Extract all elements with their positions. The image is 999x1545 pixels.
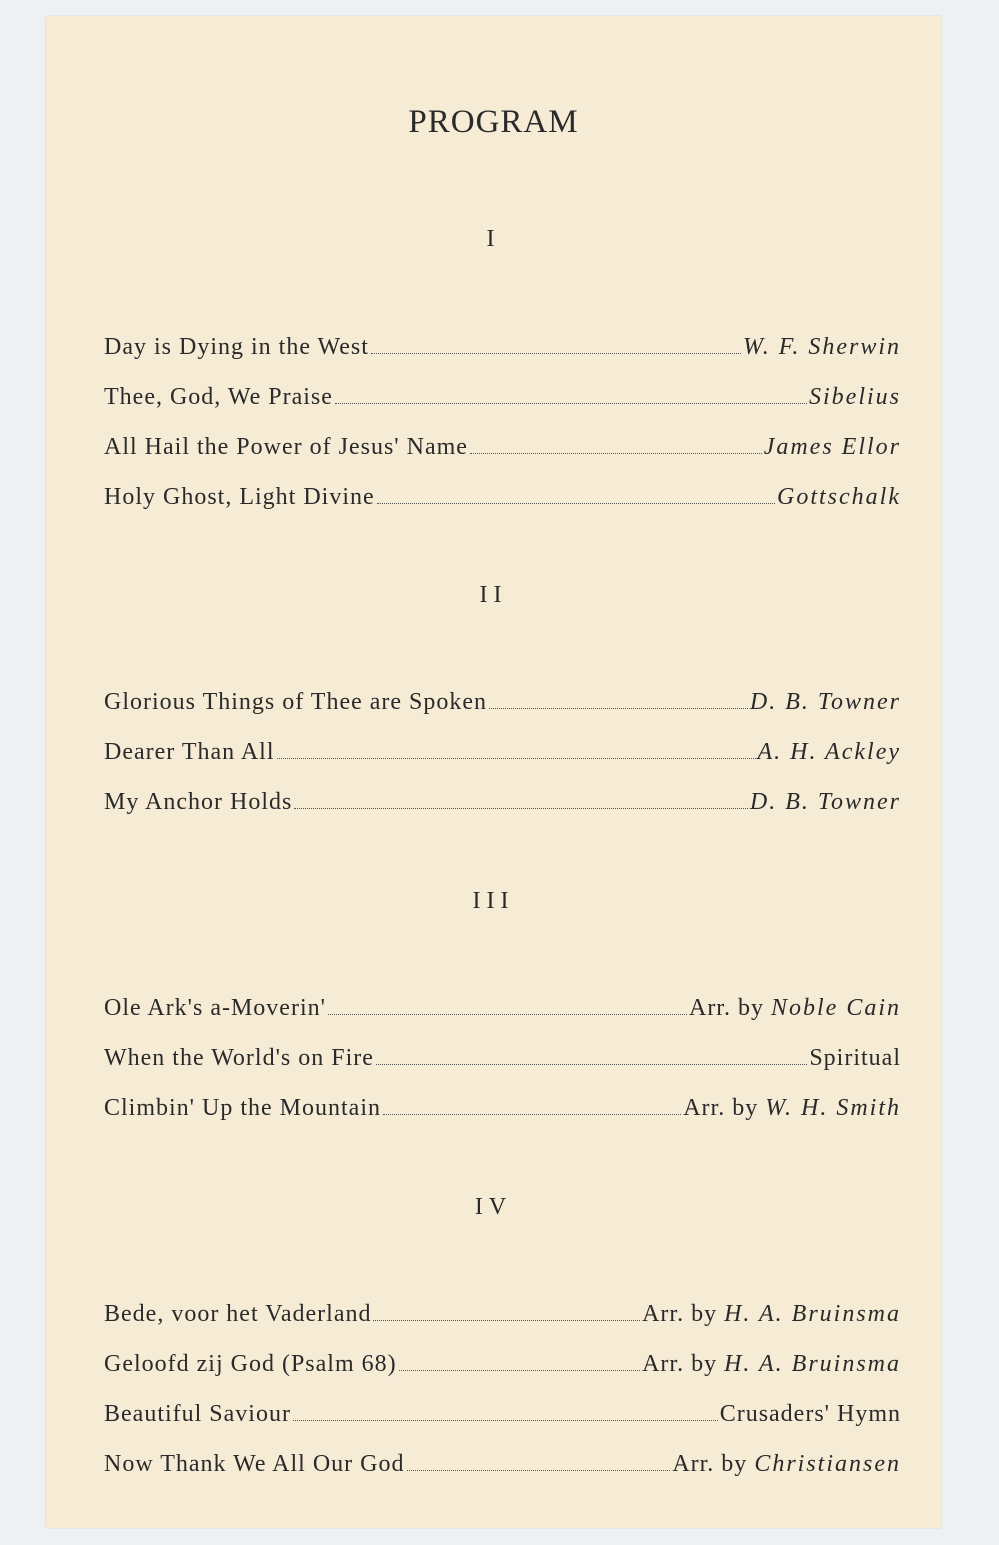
composer-name: D. B. Towner	[749, 789, 901, 815]
section-numeral: I	[486, 226, 501, 252]
dot-leader	[377, 503, 775, 504]
credit	[720, 1401, 901, 1428]
dot-leader	[294, 808, 748, 809]
program-item	[104, 1022, 901, 1072]
dot-leader	[335, 403, 807, 404]
program-item	[104, 361, 901, 411]
program-item	[104, 411, 901, 461]
song-title: My Anchor Holds	[104, 789, 293, 815]
program-item	[104, 461, 901, 511]
section-numeral: II	[479, 582, 508, 608]
program-item	[104, 1428, 901, 1478]
credit	[809, 384, 901, 411]
song-title: Dearer Than All	[104, 739, 275, 765]
arrangement-note: Arr. by	[642, 1351, 725, 1377]
credit	[764, 434, 901, 461]
credit	[743, 334, 901, 361]
composer-name: Gottschalk	[777, 484, 901, 510]
composer-name: W. H. Smith	[765, 1095, 901, 1121]
dot-leader	[373, 1320, 640, 1321]
song-title: Climbin' Up the Mountain	[104, 1095, 381, 1121]
arrangement-note: Crusaders' Hymn	[719, 1401, 901, 1427]
composer-name: Christiansen	[754, 1451, 901, 1477]
arrangement-note: Arr. by	[683, 1095, 766, 1121]
composer-name: H. A. Bruinsma	[724, 1351, 901, 1377]
composer-name: Noble Cain	[770, 995, 901, 1021]
program-item	[104, 1378, 901, 1428]
arrangement-note: Arr. by	[688, 995, 771, 1021]
song-title: All Hail the Power of Jesus' Name	[104, 434, 468, 460]
composer-name: D. B. Towner	[749, 689, 901, 715]
dot-leader	[328, 1014, 687, 1015]
program-item	[104, 716, 901, 766]
program-list	[104, 1278, 901, 1478]
song-title: Bede, voor het Vaderland	[104, 1301, 372, 1327]
program-sheet	[46, 16, 941, 1528]
arrangement-note: Arr. by	[672, 1451, 755, 1477]
section-numeral: IV	[474, 1194, 513, 1220]
song-title: Glorious Things of Thee are Spoken	[104, 689, 488, 715]
song-title: Day is Dying in the West	[104, 334, 369, 360]
composer-name: James Ellor	[763, 434, 901, 460]
credit	[672, 1451, 901, 1478]
composer-name: A. H. Ackley	[757, 739, 901, 765]
credit	[683, 1095, 901, 1122]
dot-leader	[470, 453, 762, 454]
credit	[642, 1351, 901, 1378]
dot-leader	[376, 1064, 807, 1065]
song-title: Holy Ghost, Light Divine	[104, 484, 375, 510]
program-item	[104, 766, 901, 816]
section-numeral: III	[472, 888, 515, 914]
song-title: Ole Ark's a-Moverin'	[104, 995, 326, 1021]
program-item	[104, 666, 901, 716]
credit	[750, 789, 901, 816]
credit	[758, 739, 902, 766]
page-title: PROGRAM	[408, 104, 579, 140]
dot-leader	[293, 1420, 718, 1421]
composer-name: H. A. Bruinsma	[724, 1301, 901, 1327]
dot-leader	[277, 758, 756, 759]
song-title: Now Thank We All Our God	[104, 1451, 405, 1477]
dot-leader	[371, 353, 741, 354]
credit	[689, 995, 901, 1022]
arrangement-note: Spiritual	[809, 1045, 901, 1071]
dot-leader	[383, 1114, 681, 1115]
program-item	[104, 311, 901, 361]
dot-leader	[407, 1470, 671, 1471]
song-title: Geloofd zij God (Psalm 68)	[104, 1351, 397, 1377]
program-item	[104, 972, 901, 1022]
program-list	[104, 666, 901, 816]
song-title: Beautiful Saviour	[104, 1401, 291, 1427]
composer-name: Sibelius	[809, 384, 901, 410]
song-title: Thee, God, We Praise	[104, 384, 333, 410]
program-item	[104, 1328, 901, 1378]
credit	[642, 1301, 901, 1328]
credit	[750, 689, 901, 716]
credit	[777, 484, 901, 511]
composer-name: W. F. Sherwin	[742, 334, 901, 360]
program-list	[104, 972, 901, 1122]
program-list	[104, 311, 901, 511]
dot-leader	[489, 708, 748, 709]
program-item	[104, 1278, 901, 1328]
dot-leader	[399, 1370, 640, 1371]
song-title: When the World's on Fire	[104, 1045, 374, 1071]
arrangement-note: Arr. by	[642, 1301, 725, 1327]
program-item	[104, 1072, 901, 1122]
credit	[809, 1045, 901, 1072]
